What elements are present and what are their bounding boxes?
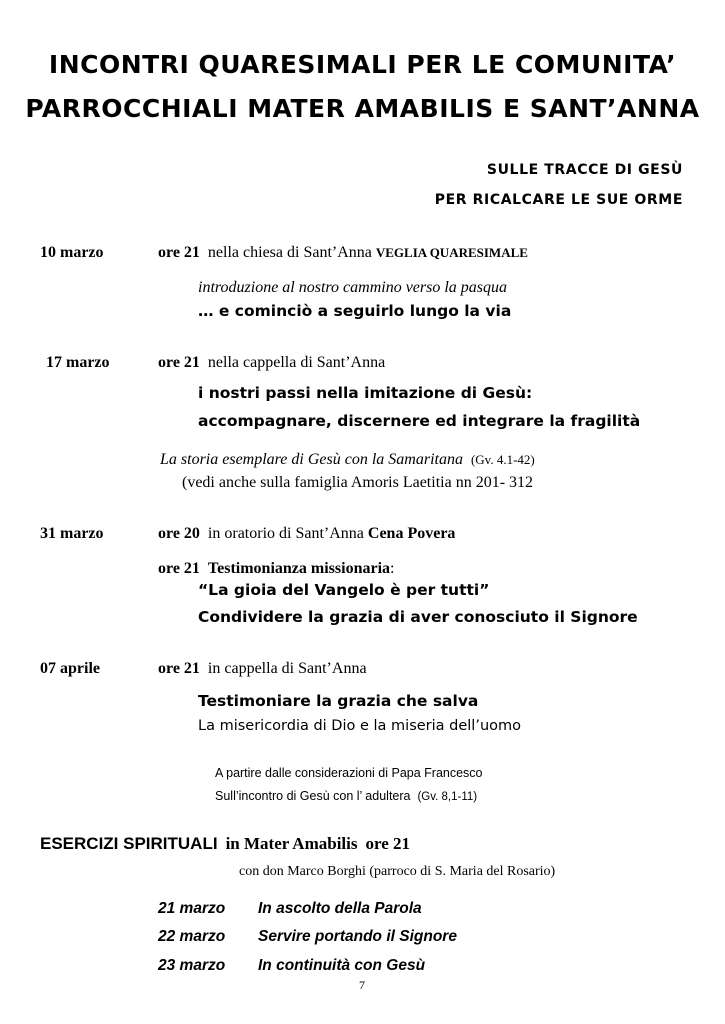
event-note-line-2-text: Sull’incontro di Gesù con l’ adultera	[215, 789, 411, 803]
event-theme-line-1: i nostri passi nella imitazione di Gesù:	[198, 384, 533, 402]
event-note-line-1: A partire dalle considerazioni di Papa Francesco	[215, 766, 483, 780]
event-title: Cena Povera	[367, 525, 456, 542]
event-time: ore 21	[158, 354, 200, 371]
subtitle-line-2: PER RICALCARE LE SUE ORME	[434, 192, 683, 208]
event-intro: introduzione al nostro cammino verso la pasqua	[198, 279, 508, 296]
retreat-day-date: 22 marzo	[158, 928, 226, 945]
event-story	[160, 451, 535, 469]
retreat-leader: con don Marco Borghi (parroco di S. Maria del Rosario)	[239, 864, 556, 879]
event-place: in oratorio di Sant’Anna	[207, 525, 364, 542]
retreat-day-title: In continuità con Gesù	[258, 957, 426, 974]
subtitle-line-1: SULLE TRACCE DI GESÙ	[486, 162, 683, 178]
event-line	[158, 660, 367, 678]
event-place: nella chiesa di Sant’Anna	[207, 244, 372, 261]
event-line	[158, 244, 528, 262]
event-theme: Testimoniare la grazia che salva	[198, 692, 479, 710]
event-time: ore 21	[158, 660, 200, 677]
event-title-2-suffix: :	[390, 560, 395, 577]
event-title-2: Testimonianza missionaria	[207, 560, 391, 577]
event-title: VEGLIA QUARESIMALE	[375, 245, 528, 260]
retreat-day-date: 23 marzo	[158, 957, 226, 974]
event-date: 10 marzo	[40, 244, 104, 261]
event-note-ref: (Gv. 8,1-11)	[417, 791, 478, 803]
event-theme: … e cominciò a seguirlo lungo la via	[198, 302, 512, 320]
event-place: in cappella di Sant’Anna	[207, 660, 367, 677]
retreat-location: in Mater Amabilis	[225, 834, 358, 853]
event-place: nella cappella di Sant’Anna	[207, 354, 386, 371]
retreat-header	[40, 834, 410, 854]
retreat-label: ESERCIZI SPIRITUALI	[40, 834, 218, 853]
title-line-1: INCONTRI QUARESIMALI PER LE COMUNITA’	[48, 50, 677, 79]
event-time-2: ore 21	[158, 560, 200, 577]
event-theme-line-2: accompagnare, discernere ed integrare la fragilità	[198, 412, 641, 430]
event-date: 17 marzo	[46, 354, 110, 371]
event-story-ref: (Gv. 4.1-42)	[470, 452, 535, 467]
event-line	[158, 525, 455, 543]
title-line-2: PARROCCHIALI MATER AMABILIS E SANT’ANNA	[25, 94, 700, 123]
retreat-day-title: Servire portando il Signore	[258, 928, 457, 945]
event-time: ore 21	[158, 244, 200, 261]
event-theme: Condividere la grazia di aver conosciuto il Signore	[198, 608, 638, 626]
event-line	[158, 354, 385, 372]
event-line-2	[158, 560, 394, 578]
event-time: ore 20	[158, 525, 200, 542]
event-date: 31 marzo	[40, 525, 104, 542]
event-story-text: La storia esemplare di Gesù con la Samaritana	[160, 451, 463, 468]
retreat-day-title: In ascolto della Parola	[258, 900, 422, 917]
retreat-time: ore 21	[365, 834, 411, 853]
event-quote: “La gioia del Vangelo è per tutti”	[198, 581, 490, 599]
event-date: 07 aprile	[40, 660, 100, 677]
event-note-line-2	[215, 789, 477, 803]
retreat-day-date: 21 marzo	[158, 900, 226, 917]
page-number: 7	[359, 978, 365, 992]
event-note: (vedi anche sulla famiglia Amoris Laetitia nn 201- 312	[182, 474, 534, 491]
event-subtheme: La misericordia di Dio e la miseria dell’uomo	[198, 718, 522, 734]
